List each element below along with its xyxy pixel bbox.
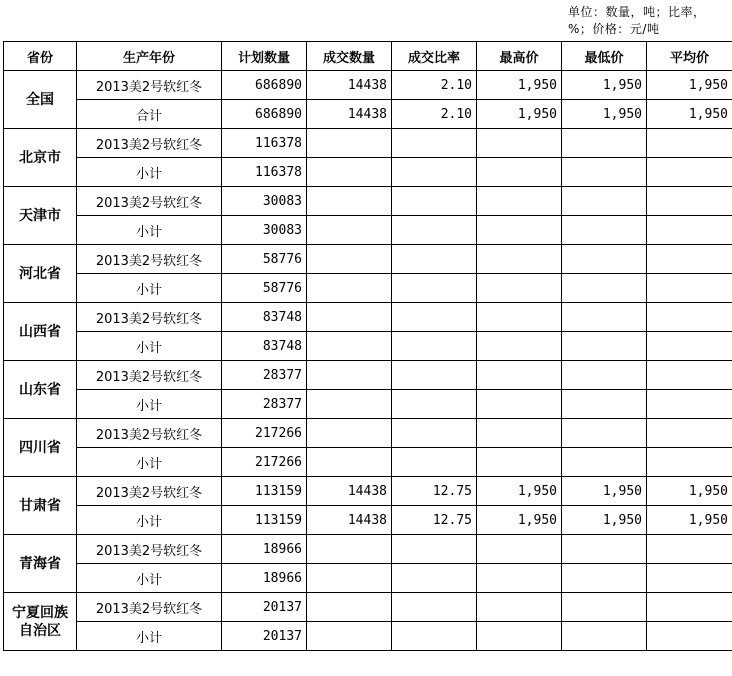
planned-quantity-cell: 18966	[222, 535, 307, 564]
deal-ratio-cell	[392, 448, 477, 477]
deal-ratio-cell	[392, 419, 477, 448]
planned-quantity-cell: 18966	[222, 564, 307, 593]
production-year-cell: 小计	[77, 158, 222, 187]
max-price-cell	[477, 332, 562, 361]
planned-quantity-cell: 686890	[222, 71, 307, 100]
min-price-cell	[562, 622, 647, 651]
table-row	[4, 274, 732, 303]
header-deal-quantity: 成交数量	[307, 42, 392, 71]
deal-ratio-cell	[392, 274, 477, 303]
table-row	[4, 564, 732, 593]
avg-price-cell	[647, 303, 732, 332]
deal-quantity-cell	[307, 361, 392, 390]
production-year-cell: 2013美2号软红冬	[77, 129, 222, 158]
production-year-cell: 合计	[77, 100, 222, 129]
planned-quantity-cell: 58776	[222, 245, 307, 274]
avg-price-cell: 1,950	[647, 506, 732, 535]
planned-quantity-cell: 116378	[222, 158, 307, 187]
deal-quantity-cell	[307, 535, 392, 564]
deal-quantity-cell	[307, 216, 392, 245]
avg-price-cell	[647, 448, 732, 477]
deal-ratio-cell	[392, 187, 477, 216]
min-price-cell: 1,950	[562, 477, 647, 506]
min-price-cell	[562, 245, 647, 274]
max-price-cell	[477, 448, 562, 477]
deal-quantity-cell	[307, 448, 392, 477]
min-price-cell	[562, 158, 647, 187]
deal-ratio-cell: 2.10	[392, 71, 477, 100]
production-year-cell: 小计	[77, 622, 222, 651]
table-row	[4, 158, 732, 187]
max-price-cell	[477, 593, 562, 622]
max-price-cell	[477, 129, 562, 158]
deal-ratio-cell	[392, 535, 477, 564]
avg-price-cell	[647, 187, 732, 216]
table-row	[4, 245, 732, 274]
planned-quantity-cell: 217266	[222, 419, 307, 448]
table-row	[4, 303, 732, 332]
avg-price-cell	[647, 419, 732, 448]
min-price-cell	[562, 593, 647, 622]
province-cell: 天津市	[4, 187, 77, 245]
province-cell: 甘肃省	[4, 477, 77, 535]
avg-price-cell: 1,950	[647, 100, 732, 129]
header-row	[4, 42, 732, 71]
min-price-cell	[562, 419, 647, 448]
avg-price-cell	[647, 593, 732, 622]
province-cell: 青海省	[4, 535, 77, 593]
header-production-year: 生产年份	[77, 42, 222, 71]
deal-ratio-cell	[392, 332, 477, 361]
province-cell: 河北省	[4, 245, 77, 303]
table-row	[4, 593, 732, 622]
max-price-cell	[477, 564, 562, 593]
min-price-cell: 1,950	[562, 71, 647, 100]
header-avg-price: 平均价	[647, 42, 732, 71]
deal-quantity-cell: 14438	[307, 71, 392, 100]
deal-quantity-cell	[307, 274, 392, 303]
production-year-cell: 2013美2号软红冬	[77, 187, 222, 216]
planned-quantity-cell: 30083	[222, 216, 307, 245]
planned-quantity-cell: 113159	[222, 477, 307, 506]
min-price-cell	[562, 390, 647, 419]
deal-ratio-cell: 12.75	[392, 506, 477, 535]
production-year-cell: 2013美2号软红冬	[77, 477, 222, 506]
max-price-cell	[477, 216, 562, 245]
planned-quantity-cell: 83748	[222, 332, 307, 361]
max-price-cell: 1,950	[477, 71, 562, 100]
deal-quantity-cell	[307, 245, 392, 274]
header-max-price: 最高价	[477, 42, 562, 71]
min-price-cell	[562, 129, 647, 158]
auction-results-table	[3, 41, 732, 651]
deal-quantity-cell	[307, 593, 392, 622]
deal-ratio-cell	[392, 158, 477, 187]
deal-ratio-cell	[392, 622, 477, 651]
min-price-cell	[562, 274, 647, 303]
min-price-cell	[562, 448, 647, 477]
table-row	[4, 129, 732, 158]
max-price-cell: 1,950	[477, 477, 562, 506]
province-cell: 山东省	[4, 361, 77, 419]
min-price-cell	[562, 564, 647, 593]
table-row	[4, 506, 732, 535]
max-price-cell: 1,950	[477, 100, 562, 129]
planned-quantity-cell: 30083	[222, 187, 307, 216]
max-price-cell	[477, 158, 562, 187]
deal-quantity-cell	[307, 187, 392, 216]
production-year-cell: 2013美2号软红冬	[77, 303, 222, 332]
deal-quantity-cell: 14438	[307, 506, 392, 535]
max-price-cell	[477, 419, 562, 448]
production-year-cell: 小计	[77, 390, 222, 419]
max-price-cell	[477, 274, 562, 303]
table-row	[4, 419, 732, 448]
production-year-cell: 2013美2号软红冬	[77, 71, 222, 100]
planned-quantity-cell: 113159	[222, 506, 307, 535]
production-year-cell: 2013美2号软红冬	[77, 361, 222, 390]
table-row	[4, 535, 732, 564]
deal-quantity-cell	[307, 622, 392, 651]
max-price-cell	[477, 622, 562, 651]
avg-price-cell	[647, 332, 732, 361]
min-price-cell	[562, 303, 647, 332]
max-price-cell	[477, 187, 562, 216]
avg-price-cell	[647, 390, 732, 419]
avg-price-cell	[647, 129, 732, 158]
planned-quantity-cell: 20137	[222, 593, 307, 622]
deal-quantity-cell	[307, 419, 392, 448]
deal-quantity-cell	[307, 332, 392, 361]
avg-price-cell	[647, 158, 732, 187]
deal-ratio-cell: 2.10	[392, 100, 477, 129]
max-price-cell	[477, 361, 562, 390]
min-price-cell	[562, 216, 647, 245]
avg-price-cell	[647, 622, 732, 651]
avg-price-cell	[647, 245, 732, 274]
production-year-cell: 2013美2号软红冬	[77, 593, 222, 622]
min-price-cell	[562, 361, 647, 390]
max-price-cell	[477, 535, 562, 564]
deal-quantity-cell	[307, 390, 392, 419]
min-price-cell	[562, 535, 647, 564]
table-row	[4, 332, 732, 361]
max-price-cell	[477, 303, 562, 332]
max-price-cell	[477, 390, 562, 419]
deal-ratio-cell	[392, 564, 477, 593]
province-cell: 山西省	[4, 303, 77, 361]
table-row	[4, 390, 732, 419]
header-min-price: 最低价	[562, 42, 647, 71]
max-price-cell	[477, 245, 562, 274]
deal-ratio-cell	[392, 129, 477, 158]
production-year-cell: 2013美2号软红冬	[77, 419, 222, 448]
deal-quantity-cell	[307, 564, 392, 593]
deal-quantity-cell	[307, 158, 392, 187]
deal-ratio-cell	[392, 593, 477, 622]
avg-price-cell	[647, 216, 732, 245]
planned-quantity-cell: 28377	[222, 361, 307, 390]
planned-quantity-cell: 217266	[222, 448, 307, 477]
deal-quantity-cell	[307, 129, 392, 158]
planned-quantity-cell: 58776	[222, 274, 307, 303]
min-price-cell: 1,950	[562, 100, 647, 129]
avg-price-cell	[647, 274, 732, 303]
production-year-cell: 2013美2号软红冬	[77, 245, 222, 274]
production-year-cell: 小计	[77, 332, 222, 361]
min-price-cell: 1,950	[562, 506, 647, 535]
deal-quantity-cell	[307, 303, 392, 332]
deal-ratio-cell	[392, 390, 477, 419]
header-province: 省份	[4, 42, 77, 71]
production-year-cell: 小计	[77, 564, 222, 593]
table-row	[4, 448, 732, 477]
unit-note: 单位：数量，吨；比率，%；价格：元/吨	[568, 5, 706, 36]
production-year-cell: 小计	[77, 216, 222, 245]
production-year-cell: 小计	[77, 448, 222, 477]
header-deal-ratio: 成交比率	[392, 42, 477, 71]
min-price-cell	[562, 187, 647, 216]
avg-price-cell: 1,950	[647, 477, 732, 506]
deal-ratio-cell: 12.75	[392, 477, 477, 506]
table-row	[4, 71, 732, 100]
table-row	[4, 216, 732, 245]
table-row	[4, 187, 732, 216]
deal-ratio-cell	[392, 361, 477, 390]
deal-ratio-cell	[392, 303, 477, 332]
avg-price-cell	[647, 361, 732, 390]
production-year-cell: 小计	[77, 506, 222, 535]
table-row	[4, 361, 732, 390]
planned-quantity-cell: 20137	[222, 622, 307, 651]
planned-quantity-cell: 116378	[222, 129, 307, 158]
deal-quantity-cell: 14438	[307, 477, 392, 506]
deal-quantity-cell: 14438	[307, 100, 392, 129]
production-year-cell: 小计	[77, 274, 222, 303]
planned-quantity-cell: 28377	[222, 390, 307, 419]
table-row	[4, 477, 732, 506]
avg-price-cell: 1,950	[647, 71, 732, 100]
avg-price-cell	[647, 535, 732, 564]
deal-ratio-cell	[392, 216, 477, 245]
table-row	[4, 100, 732, 129]
avg-price-cell	[647, 564, 732, 593]
province-cell: 北京市	[4, 129, 77, 187]
table-row	[4, 622, 732, 651]
production-year-cell: 2013美2号软红冬	[77, 535, 222, 564]
province-cell: 全国	[4, 71, 77, 129]
province-cell: 宁夏回族自治区	[4, 593, 77, 651]
header-planned-quantity: 计划数量	[222, 42, 307, 71]
planned-quantity-cell: 83748	[222, 303, 307, 332]
planned-quantity-cell: 686890	[222, 100, 307, 129]
deal-ratio-cell	[392, 245, 477, 274]
min-price-cell	[562, 332, 647, 361]
province-cell: 四川省	[4, 419, 77, 477]
max-price-cell: 1,950	[477, 506, 562, 535]
